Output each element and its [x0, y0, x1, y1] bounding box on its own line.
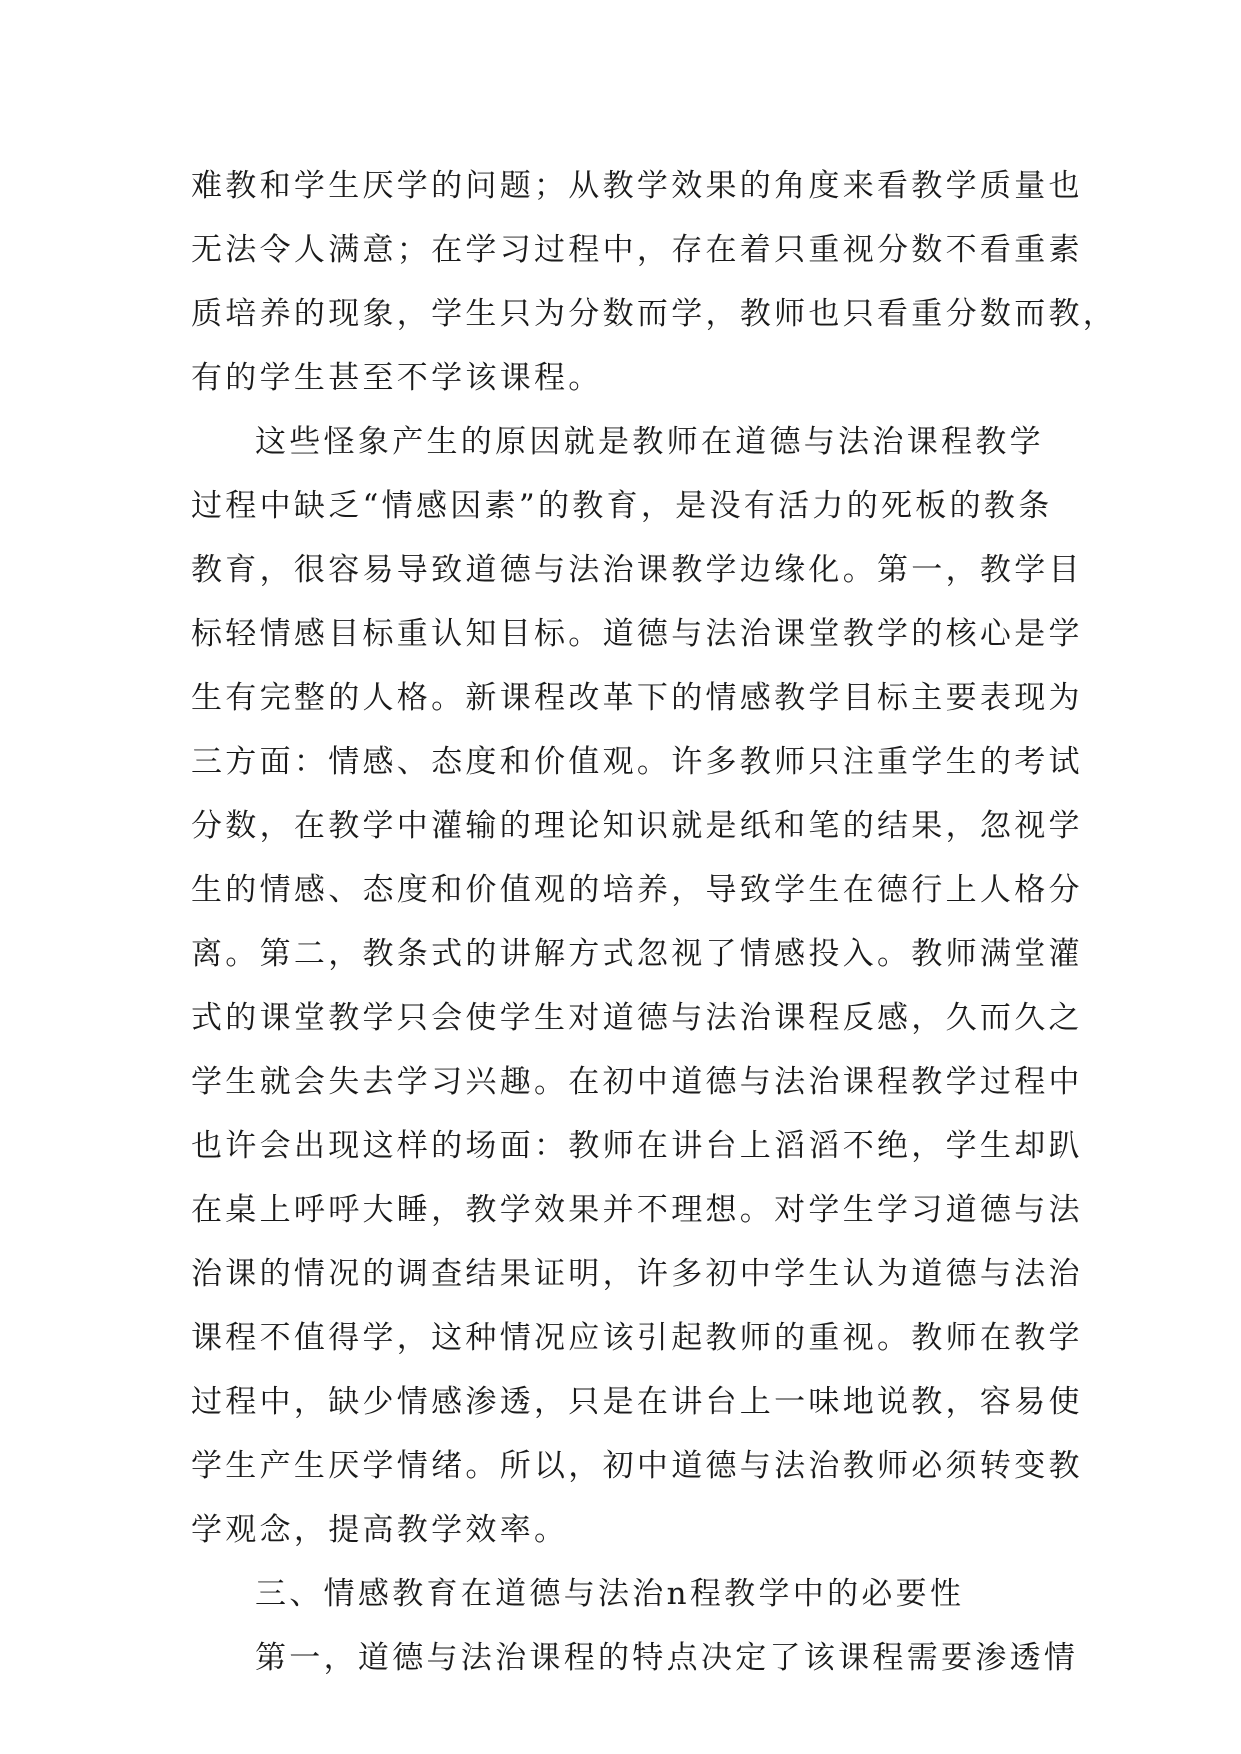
text-line: 教育，很容易导致道德与法治课教学边缘化。第一，教学目	[191, 552, 1083, 588]
text-line: 在桌上呼呼大睡，教学效果并不理想。对学生学习道德与法	[191, 1192, 1083, 1228]
paragraph-start-line: 第一，道德与法治课程的特点决定了该课程需要渗透情	[255, 1640, 1079, 1676]
body-text	[191, 154, 1118, 1690]
text-line: 质培养的现象，学生只为分数而学，教师也只看重分数而教，	[191, 296, 1118, 332]
text-line: 也许会出现这样的场面：教师在讲台上滔滔不绝，学生却趴	[191, 1128, 1083, 1164]
text-line: 三方面：情感、态度和价值观。许多教师只注重学生的考试	[191, 744, 1083, 780]
text-line: 生有完整的人格。新课程改革下的情感教学目标主要表现为	[191, 680, 1083, 716]
text-line: 标轻情感目标重认知目标。道德与法治课堂教学的核心是学	[191, 616, 1083, 652]
text-line: 式的课堂教学只会使学生对道德与法治课程反感，久而久之	[191, 1000, 1083, 1036]
text-line: 过程中，缺少情感渗透，只是在讲台上一味地说教，容易使	[191, 1384, 1083, 1420]
text-line: 过程中缺乏“情感因素”的教育，是没有活力的死板的教条	[191, 488, 1053, 524]
text-line: 离。第二，教条式的讲解方式忽视了情感投入。教师满堂灌	[191, 936, 1083, 972]
text-line: 学生就会失去学习兴趣。在初中道德与法治课程教学过程中	[191, 1064, 1083, 1100]
text-line: 生的情感、态度和价值观的培养，导致学生在德行上人格分	[191, 872, 1083, 908]
text-line: 学生产生厌学情绪。所以，初中道德与法治教师必须转变教	[191, 1448, 1083, 1484]
text-line: 有的学生甚至不学该课程。	[191, 360, 603, 396]
text-line: 无法令人满意；在学习过程中，存在着只重视分数不看重素	[191, 232, 1083, 268]
text-line: 学观念，提高教学效率。	[191, 1512, 569, 1548]
text-line: 难教和学生厌学的问题；从教学效果的角度来看教学质量也	[191, 168, 1083, 204]
paragraph-start-line: 这些怪象产生的原因就是教师在道德与法治课程教学	[255, 424, 1044, 460]
paragraph-start-line: 三、情感教育在道德与法治n程教学中的必要性	[255, 1576, 965, 1612]
text-line: 治课的情况的调查结果证明，许多初中学生认为道德与法治	[191, 1256, 1083, 1292]
text-line: 课程不值得学，这种情况应该引起教师的重视。教师在教学	[191, 1320, 1083, 1356]
text-line: 分数，在教学中灌输的理论知识就是纸和笔的结果，忽视学	[191, 808, 1083, 844]
